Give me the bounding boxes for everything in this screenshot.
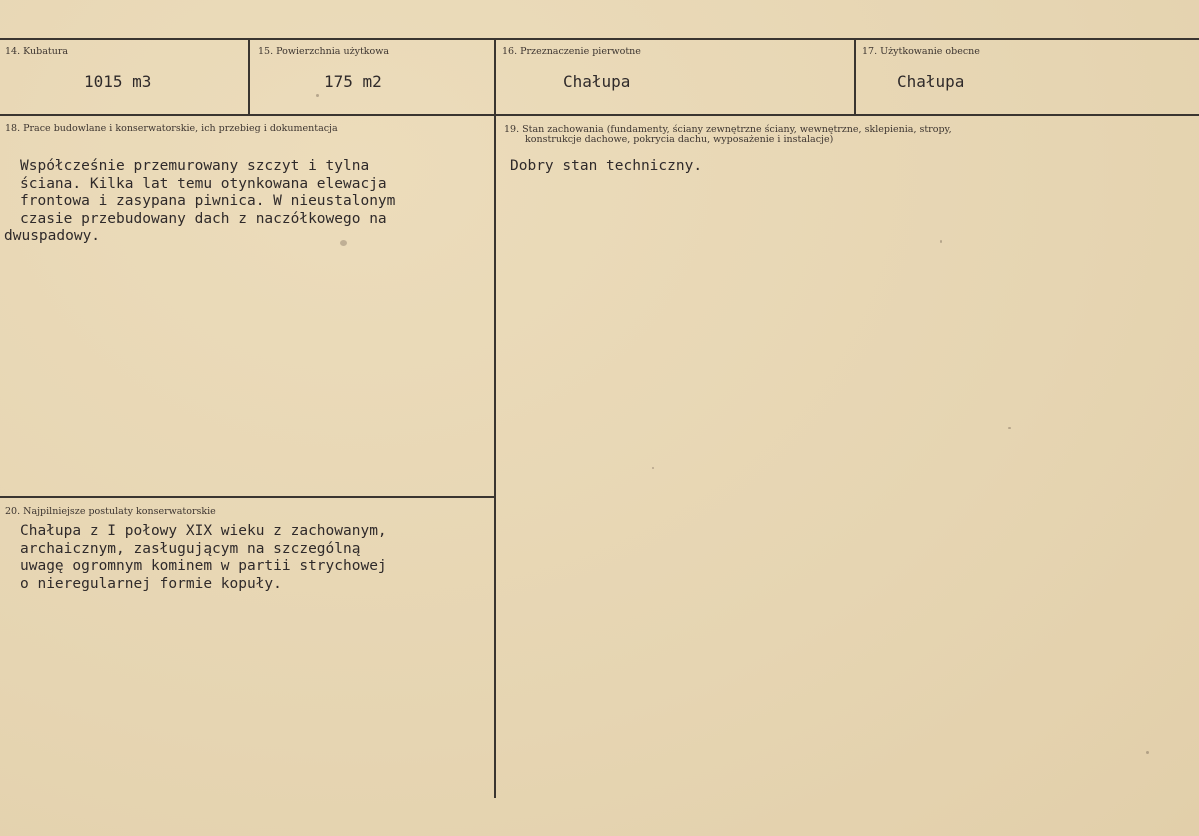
paper-speck — [1146, 751, 1149, 754]
row1-bottom-rule — [0, 114, 1199, 116]
field-20-label: 20. Najpilniejsze postulaty konserwatorskie — [5, 506, 216, 517]
field-15-label: 15. Powierzchnia użytkowa — [258, 46, 390, 57]
paper-speck — [940, 240, 942, 243]
field-19-label-line: 19. Stan zachowania (fundamenty, ściany zewnętrzne ściany, wewnętrzne, sklepienia, stropy, — [504, 124, 952, 135]
field-19-text — [510, 158, 702, 176]
field-16-value: Chałupa — [563, 72, 631, 91]
field-16-label: 16. Przeznaczenie pierwotne — [502, 46, 641, 57]
field-18-label: 18. Prace budowlane i konserwatorskie, ich przebieg i dokumentacja — [5, 123, 338, 134]
field-15-value: 175 m2 — [324, 72, 382, 91]
paper-speck — [1008, 427, 1011, 429]
field-18-line: czasie przebudowany dach z naczółkowego na — [20, 210, 387, 227]
field-17-value: Chałupa — [897, 72, 965, 91]
field-19-label-line: konstrukcje dachowe, pokrycia dachu, wyposażenie i instalacje) — [525, 134, 834, 145]
paper-speck — [652, 467, 654, 469]
field-14-label: 14. Kubatura — [5, 46, 69, 57]
field-14-value: 1015 m3 — [84, 72, 152, 91]
divider-16-17 — [854, 38, 856, 116]
top-rule — [0, 38, 1199, 40]
field-19-line: Dobry stan techniczny. — [510, 158, 703, 174]
divider-15-16 — [494, 38, 496, 798]
field-17-label: 17. Użytkowanie obecne — [862, 46, 980, 57]
paper-speck — [316, 94, 319, 97]
field-18-line: ściana. Kilka lat temu otynkowana elewacja — [20, 175, 387, 192]
divider-14-15 — [248, 38, 250, 116]
field-18-line: frontowa i zasypana piwnica. W nieustalonym — [20, 193, 396, 209]
field-20-text — [20, 523, 387, 593]
field-20-line: Chałupa z I połowy XIX wieku z zachowanym, — [20, 523, 387, 539]
field-18-text — [4, 158, 395, 246]
field-20-line: uwagę ogromnym kominem w partii strychowej — [20, 558, 387, 574]
paper-speck — [340, 240, 347, 246]
field-18-line: Współcześnie przemurowany szczyt i tylna — [20, 158, 370, 174]
field-18-line: dwuspadowy. — [4, 228, 101, 244]
section18-bottom-rule — [0, 496, 496, 498]
field-19-label — [504, 125, 952, 145]
field-20-line: o nieregularnej formie kopuły. — [20, 575, 282, 592]
field-20-line: archaicznym, zasługującym na szczególną — [20, 540, 361, 557]
